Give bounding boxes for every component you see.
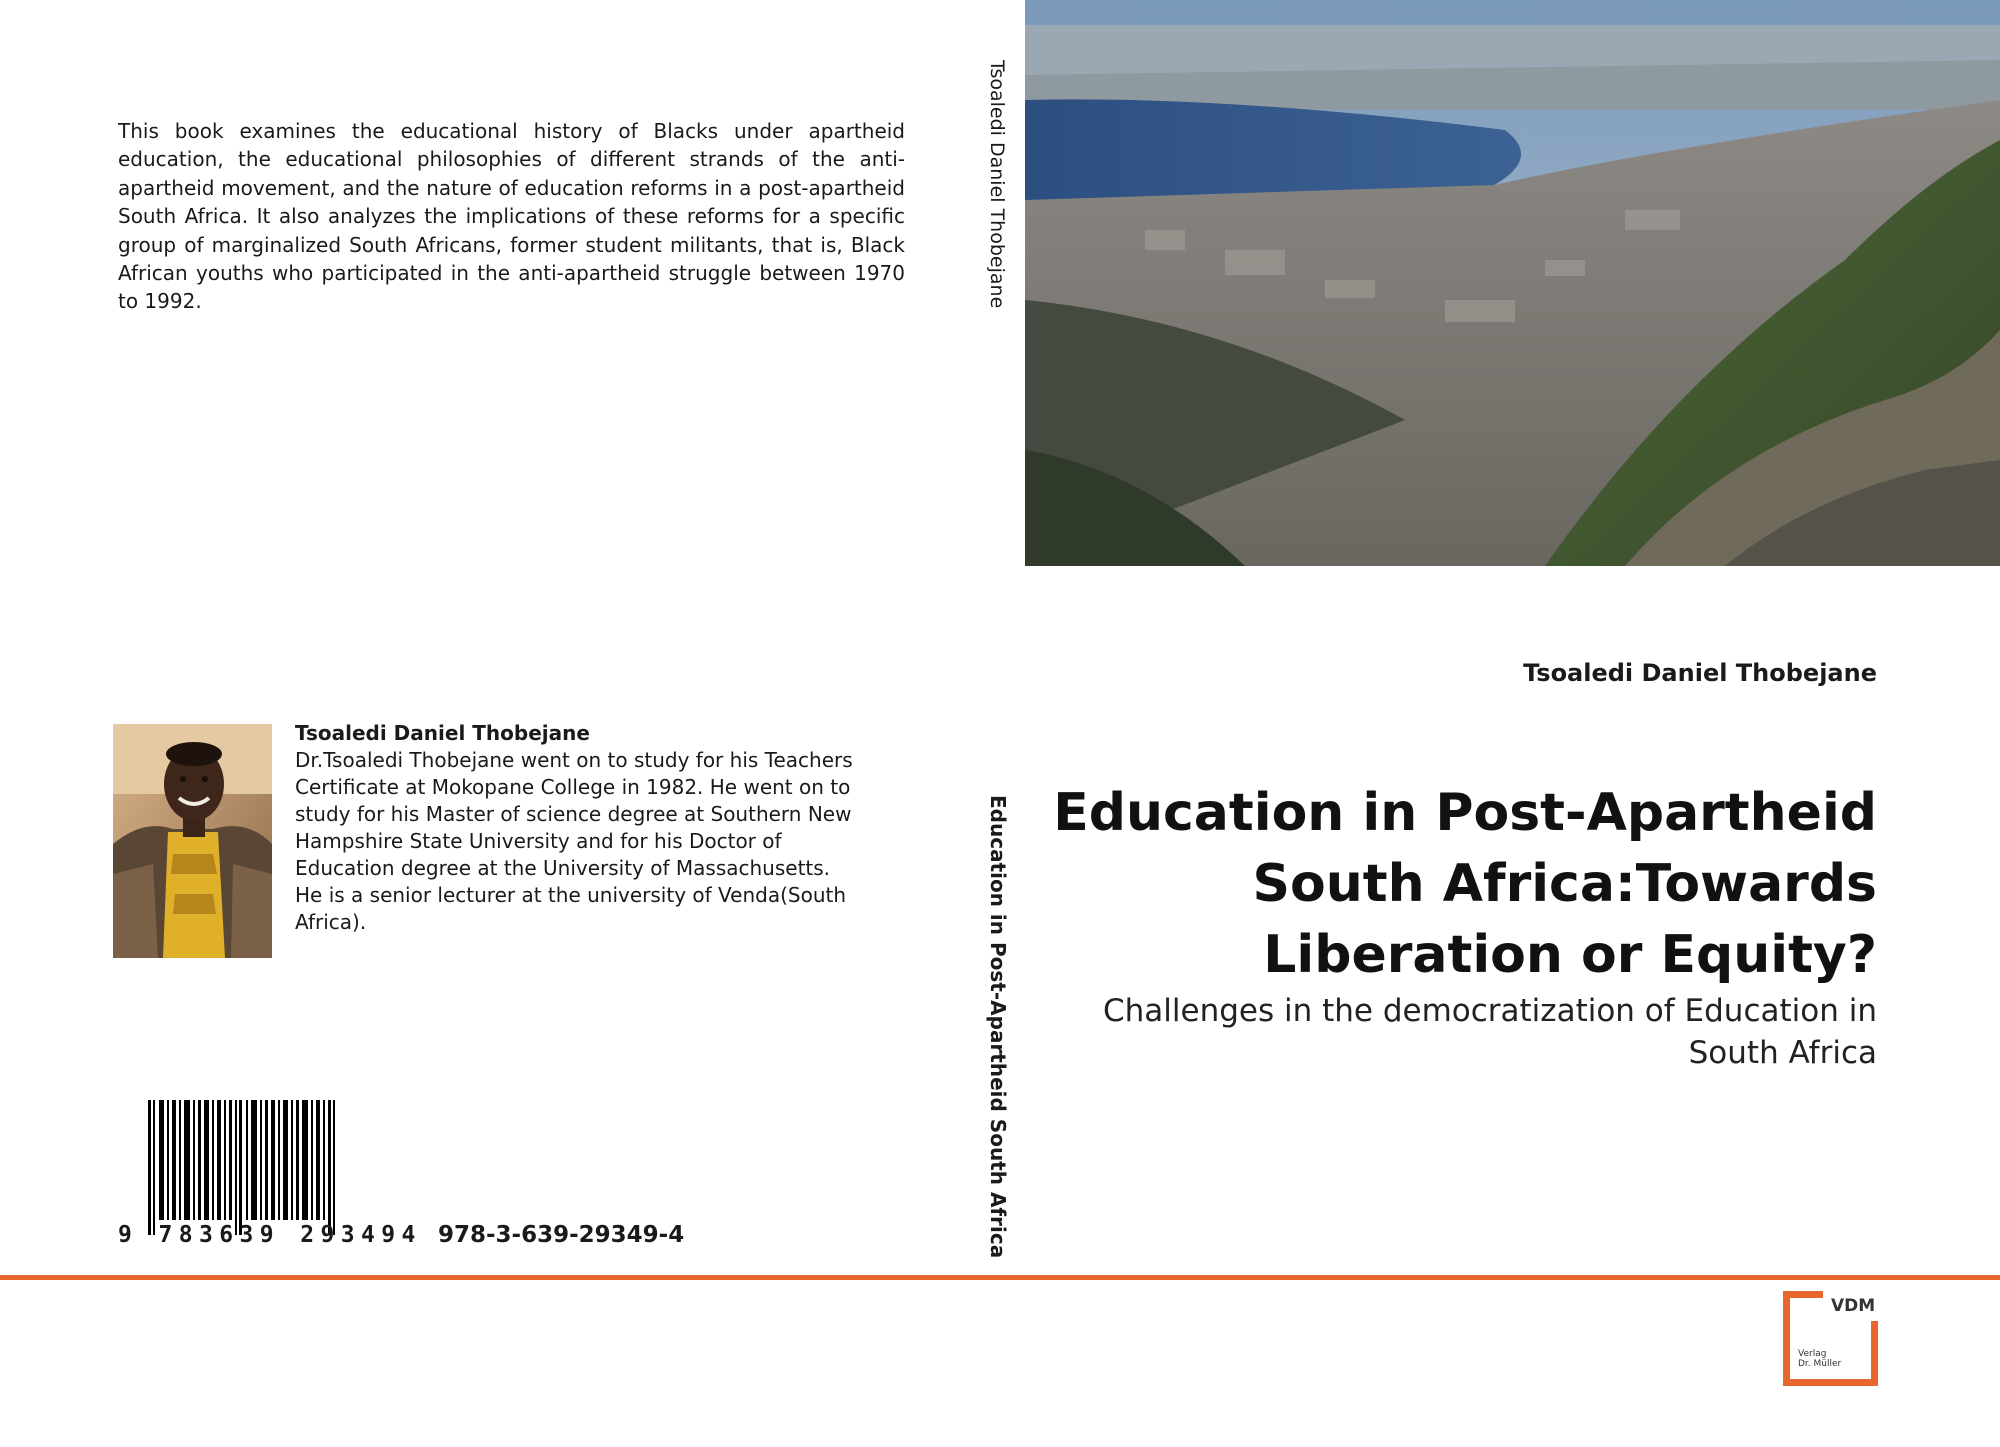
publisher-logo <box>1783 1291 1878 1386</box>
bio-text: Dr.Tsoaledi Thobejane went on to study for his Teachers Certificate at Mokopane College in 1982. He went on to study for his Master of science degree at Southern New Hampshire State University and for his Doctor of Education degree at the University of Massachusetts. He is a senior lecturer at the university of Venda(South Africa). <box>295 748 853 934</box>
logo-sub-text <box>1798 1349 1841 1369</box>
isbn: 978-3-639-29349-4 <box>438 1222 685 1248</box>
front-subtitle: Challenges in the democratization of Education in South Africa <box>1103 993 1877 1071</box>
author-photo <box>113 724 272 958</box>
bio-author-name: Tsoaledi Daniel Thobejane <box>295 721 590 745</box>
spine-title: Education in Post-Apartheid South Africa <box>986 795 1010 1259</box>
logo-sub-line: Verlag <box>1798 1349 1827 1359</box>
logo-sub-line: Dr. Müller <box>1798 1359 1842 1369</box>
author-bio <box>295 720 855 936</box>
front-title: Education in Post-Apartheid South Africa:Towards Liberation or Equity? <box>1053 783 1877 985</box>
back-cover-blurb: This book examines the educational history of Blacks under apartheid education, the educational philosophies of different strands of the anti-apartheid movement, and the nature of education reforms in a post-apartheid South Africa. It also analyzes the implications of these reforms for a specific group of marginalized South Africans, former student militants, that is, Black African youths who participated in the anti-apartheid struggle between 1970 to 1992. <box>118 119 905 314</box>
logo-frame <box>1783 1379 1878 1386</box>
front-author: Tsoaledi Daniel Thobejane <box>1523 659 1877 687</box>
cover-landscape-photo <box>1025 0 2000 566</box>
logo-frame <box>1871 1321 1878 1386</box>
logo-frame <box>1783 1291 1790 1386</box>
barcode-digits: 9 783639 293494 <box>118 1222 422 1248</box>
spine-author: Tsoaledi Daniel Thobejane <box>986 60 1008 309</box>
logo-vdm-text: VDM <box>1831 1296 1876 1316</box>
orange-rule <box>0 1275 2000 1280</box>
